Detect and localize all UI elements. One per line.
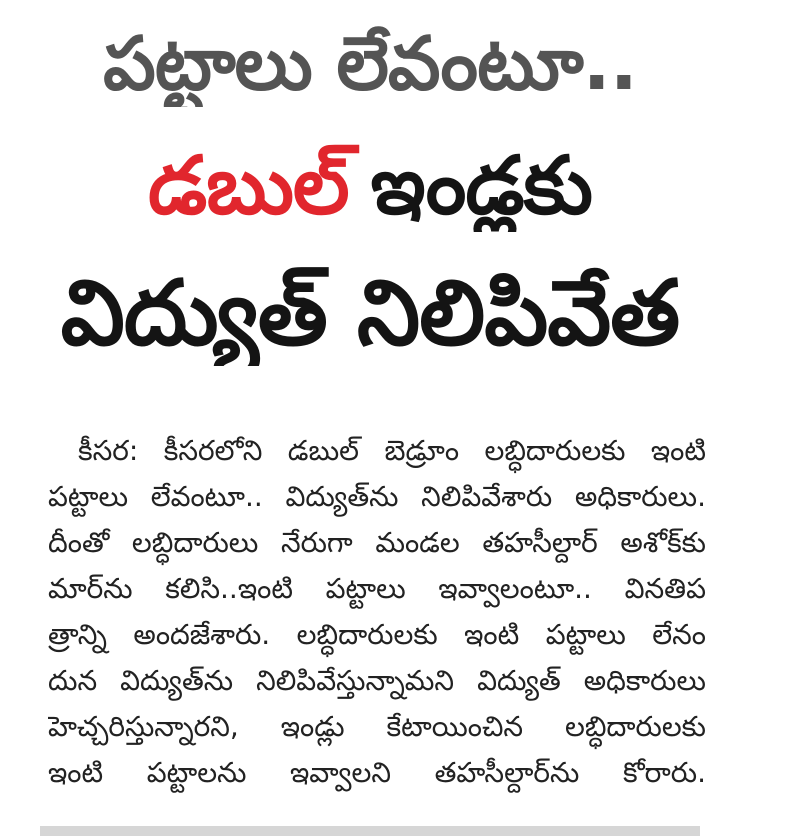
article-line: హెచ్చరిస్తున్నారని, ఇండ్లు కేటాయించిన లబ్ధిదారులకు [48, 710, 706, 743]
article-line: దున విద్యుత్‌ను నిలిపివేస్తున్నామని విద్యుత్ అధికారులు [48, 664, 706, 697]
headline-line-3: విద్యుత్ నిలిపివేత [60, 262, 680, 366]
article-line: దీంతో లబ్ధిదారులు నేరుగా మండల తహసీల్దార్ అశోక్‌కు [48, 526, 706, 559]
bottom-rule [40, 826, 700, 836]
headline-line-2 [20, 140, 720, 232]
headline-line-1: పట్టాలు లేవంటూ.. [103, 22, 637, 107]
article-line: కీసర: కీసరలోని డబుల్ బెడ్రూం లబ్ధిదారులకు ఇంటి [78, 434, 706, 467]
article-line: త్రాన్ని అందజేశారు. లబ్ధిదారులకు ఇంటి పట్టాలు లేనం [48, 618, 706, 651]
headline-red-word: డబుల్ [148, 140, 349, 232]
headline-black-word: ఇండ్లకు [370, 140, 592, 232]
article-line: పట్టాలు లేవంటూ.. విద్యుత్‌ను నిలిపివేశారు అధికారులు. [48, 480, 706, 513]
article-line: మార్‌ను కలిసి..ఇంటి పట్టాలు ఇవ్వాలంటూ.. వినతిప [48, 572, 706, 605]
article-body [48, 428, 706, 796]
article-line: ఇంటి పట్టాలను ఇవ్వాలని తహసీల్దార్‌ను కోరారు. [48, 756, 706, 789]
